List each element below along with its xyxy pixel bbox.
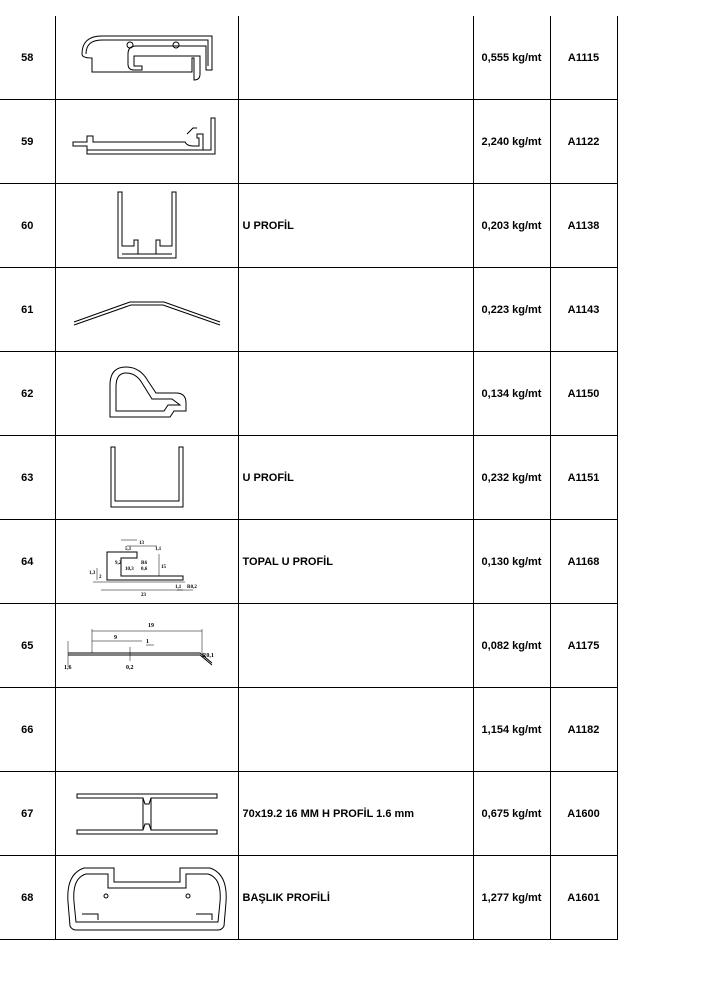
dimension-label: R0,1 <box>201 652 214 659</box>
product-code: A1143 <box>550 268 617 352</box>
row-number: 68 <box>0 856 55 940</box>
row-number: 66 <box>0 688 55 772</box>
description <box>238 16 473 100</box>
weight: 0,223 kg/mt <box>473 268 550 352</box>
row-number: 58 <box>0 16 55 100</box>
table-row <box>0 100 617 184</box>
weight: 0,082 kg/mt <box>473 604 550 688</box>
dimension-label: 10,3 <box>124 566 134 572</box>
dimension-label: 9 <box>113 634 117 641</box>
description <box>238 352 473 436</box>
dimension-label: 13 <box>138 540 144 546</box>
dimension-label: 15 <box>160 564 166 570</box>
row-number: 59 <box>0 100 55 184</box>
product-code: A1115 <box>550 16 617 100</box>
dimension-label: 0,6 <box>140 566 147 572</box>
drawing-cell <box>55 184 238 268</box>
product-code: A1182 <box>550 688 617 772</box>
description: U PROFİL <box>238 184 473 268</box>
weight: 2,240 kg/mt <box>473 100 550 184</box>
product-code: A1151 <box>550 436 617 520</box>
u-profile-icon <box>112 190 182 262</box>
row-number: 63 <box>0 436 55 520</box>
table-row <box>0 184 617 268</box>
description <box>238 268 473 352</box>
weight: 0,232 kg/mt <box>473 436 550 520</box>
table-row <box>0 688 617 772</box>
table-row <box>0 268 617 352</box>
weight: 0,555 kg/mt <box>473 16 550 100</box>
description <box>238 688 473 772</box>
dimension-label: 5,1 <box>124 546 131 552</box>
drawing-cell <box>55 520 238 604</box>
product-code: A1600 <box>550 772 617 856</box>
drawing-cell <box>55 856 238 940</box>
weight: 1,154 kg/mt <box>473 688 550 772</box>
h-profile-icon <box>75 790 219 838</box>
profile-a1143-icon <box>72 290 222 330</box>
product-code: A1150 <box>550 352 617 436</box>
table-row <box>0 772 617 856</box>
dimension-label: 1,6 <box>63 664 71 671</box>
dimension-label: R0,2 <box>186 584 197 590</box>
drawing-cell <box>55 604 238 688</box>
baslik-profile-icon <box>64 862 230 934</box>
row-number: 61 <box>0 268 55 352</box>
description: TOPAL U PROFİL <box>238 520 473 604</box>
weight: 0,203 kg/mt <box>473 184 550 268</box>
table-row <box>0 520 617 604</box>
drawing-cell <box>55 772 238 856</box>
table-row <box>0 352 617 436</box>
table-row <box>0 16 617 100</box>
product-code: A1168 <box>550 520 617 604</box>
dimension-label: 9,2 <box>114 560 121 566</box>
description <box>238 604 473 688</box>
row-number: 65 <box>0 604 55 688</box>
description: U PROFİL <box>238 436 473 520</box>
table-row <box>0 436 617 520</box>
profile-catalog-table <box>0 16 618 940</box>
drawing-cell <box>55 268 238 352</box>
product-code: A1601 <box>550 856 617 940</box>
row-number: 60 <box>0 184 55 268</box>
profile-a1115-icon <box>72 28 222 88</box>
drawing-cell <box>55 352 238 436</box>
weight: 0,130 kg/mt <box>473 520 550 604</box>
profile-a1175-dimensioned-icon <box>62 611 232 681</box>
table-row <box>0 856 617 940</box>
dimension-label: R6 <box>140 560 147 566</box>
description: 70x19.2 16 MM H PROFİL 1.6 mm <box>238 772 473 856</box>
product-code: A1175 <box>550 604 617 688</box>
row-number: 64 <box>0 520 55 604</box>
dimension-label: 1,1 <box>154 546 161 552</box>
weight: 0,675 kg/mt <box>473 772 550 856</box>
dimension-label: 19 <box>147 622 154 629</box>
dimension-label: 23 <box>140 592 146 598</box>
row-number: 67 <box>0 772 55 856</box>
drawing-cell <box>55 100 238 184</box>
profile-a1122-icon <box>67 114 227 170</box>
dimension-label: 0,2 <box>125 664 133 671</box>
weight: 0,134 kg/mt <box>473 352 550 436</box>
product-code: A1138 <box>550 184 617 268</box>
drawing-cell <box>55 688 238 772</box>
row-number: 62 <box>0 352 55 436</box>
dimension-label: 1 <box>145 638 149 645</box>
drawing-cell <box>55 16 238 100</box>
description <box>238 100 473 184</box>
weight: 1,277 kg/mt <box>473 856 550 940</box>
dimension-label: 1,3 <box>88 570 95 576</box>
profile-a1150-icon <box>102 363 192 425</box>
description: BAŞLIK PROFİLİ <box>238 856 473 940</box>
product-code: A1122 <box>550 100 617 184</box>
dimension-label: 1,1 <box>174 584 181 590</box>
dimension-label: 2 <box>98 574 101 580</box>
drawing-cell <box>55 436 238 520</box>
u-profile-icon <box>107 445 187 511</box>
topal-u-profile-dimensioned-icon <box>87 524 207 600</box>
table-row <box>0 604 617 688</box>
